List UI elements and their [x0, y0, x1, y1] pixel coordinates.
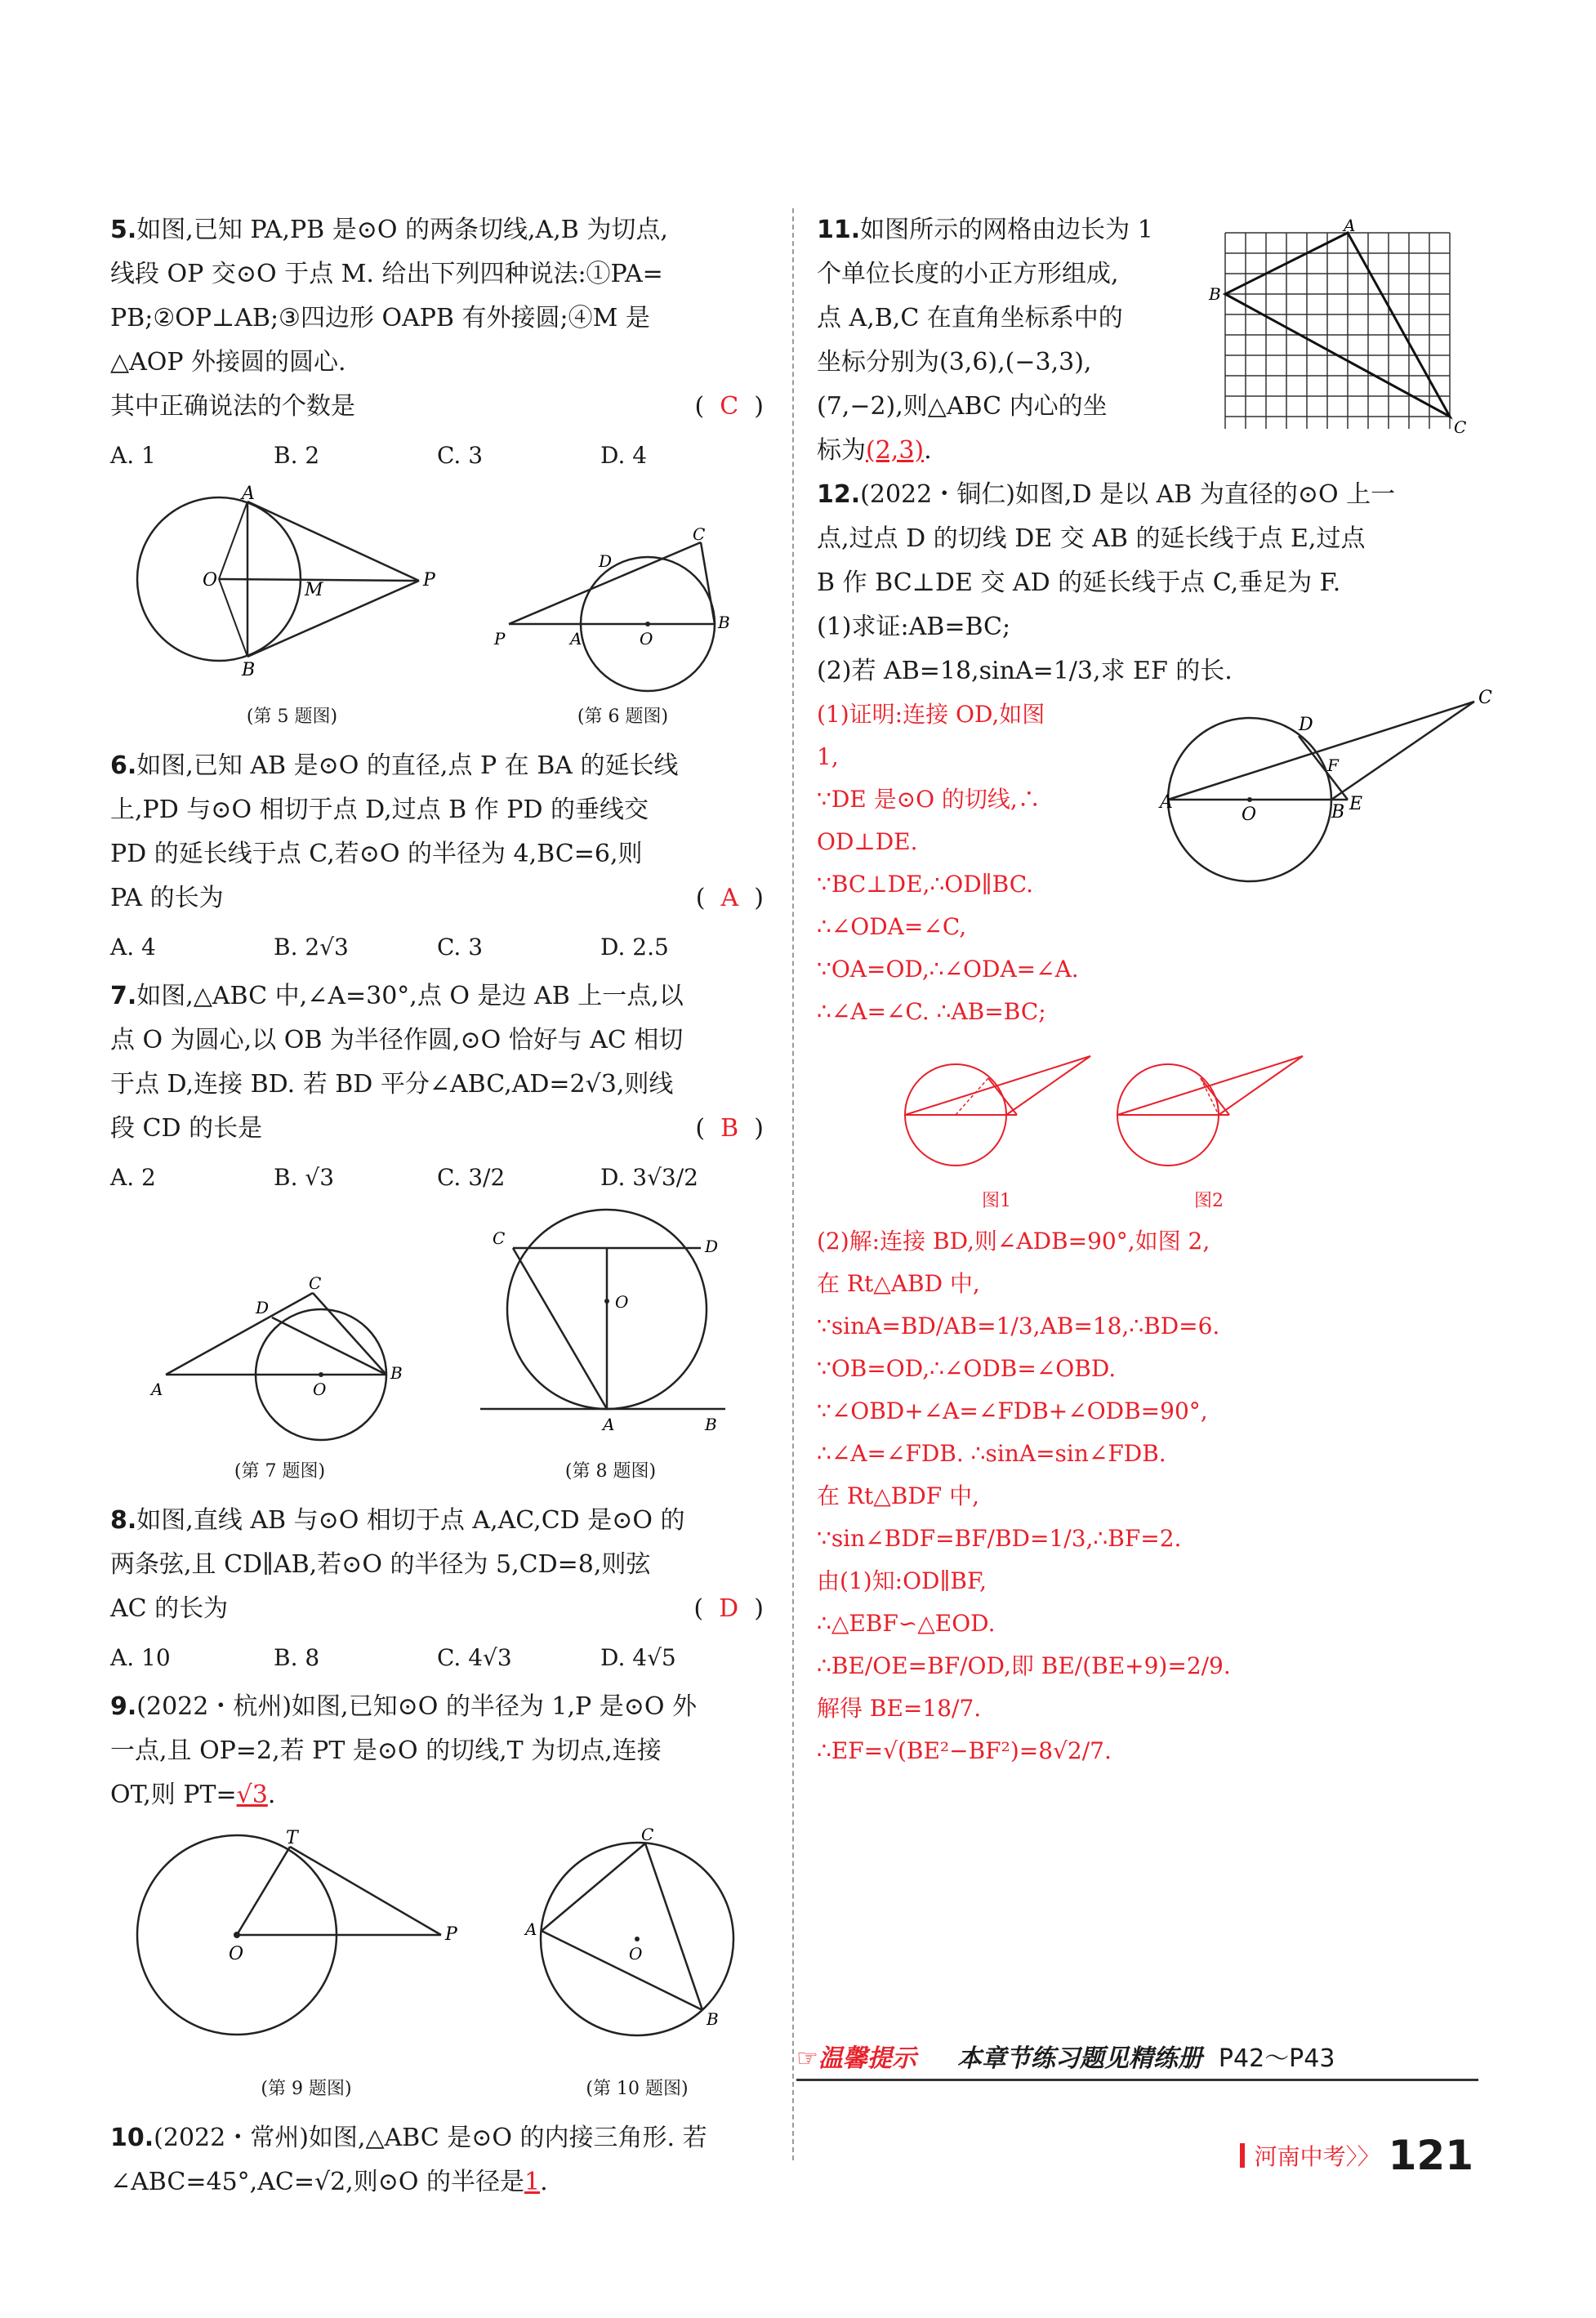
- option-d: D. 3√3/2: [600, 1164, 698, 1191]
- question-7: 7.如图,△ABC 中,∠A=30°,点 O 是边 AB 上一点,以 点 O 为圆心,以 OB 为半径作圆,⊙O 恰好与 AC 相切 于点 D,连接 BD. 若 BD 平分∠ABC,AD=2√3,则线 段 CD 的长是 ( B ) A. 2 B. √3 C. 3/2 D. 3√3/2 C D A O B (第 7 题图) C D O A B (第 8 题图): [110, 974, 772, 1494]
- option-c: C. 3/2: [437, 1164, 506, 1191]
- option-a: A. 4: [110, 934, 156, 961]
- svg-text:C: C: [492, 1228, 505, 1248]
- question-11: 11.如图所示的网格由边长为 1 个单位长度的小正方形组成, 点 A,B,C 在直角坐标系中的 坐标分别为(3,6),(−3,3), (7,−2),则△ABC 内心的坐 标为(2,3). A B C: [817, 208, 1487, 473]
- solution-line: ∴∠ODA=∠C,: [817, 913, 967, 940]
- figure-caption: (第 8 题图): [564, 1461, 657, 1482]
- question-text: PD 的延长线于点 C,若⊙O 的半径为 4,BC=6,则: [110, 840, 643, 868]
- svg-text:F: F: [1327, 756, 1339, 775]
- svg-text:P: P: [422, 570, 435, 591]
- question-6: 6.如图,已知 AB 是⊙O 的直径,点 P 在 BA 的延长线 上,PD 与⊙O 相切于点 D,过点 B 作 PD 的垂线交 PD 的延长线于点 C,若⊙O 的半径为 4,BC=6,则 PA 的长为 ( A ) A. 4 B. 2√3 C. 3 D. 2.5: [110, 744, 772, 970]
- option-c: C. 4√3: [437, 1644, 512, 1671]
- question-text: 如图,已知 PA,PB 是⊙O 的两条切线,A,B 为切点,: [136, 216, 668, 244]
- svg-text:O: O: [629, 1944, 643, 1964]
- svg-text:O: O: [312, 1380, 326, 1399]
- solution-line: (2)解:连接 BD,则∠ADB=90°,如图 2,: [817, 1228, 1210, 1255]
- svg-text:O: O: [614, 1292, 628, 1312]
- option-b: B. 8: [274, 1644, 320, 1671]
- figure-1: [898, 1050, 1094, 1212]
- svg-text:O: O: [1242, 805, 1257, 825]
- solution-line: 解得 BE=18/7.: [817, 1695, 982, 1722]
- solution-line: ∵BC⊥DE,∴OD∥BC.: [817, 871, 1034, 898]
- options: [110, 1156, 772, 1200]
- solution-line: ∵∠OBD+∠A=∠FDB+∠ODB=90°,: [817, 1397, 1208, 1424]
- solution-line: OD⊥DE.: [817, 828, 918, 855]
- solution-line: ∵OB=OD,∴∠ODB=∠OBD.: [817, 1355, 1117, 1382]
- question-number: 9.: [110, 1692, 137, 1721]
- svg-text:A: A: [241, 484, 255, 504]
- solution-line: ∴BE/OE=BF/OD,即 BE/(BE+9)=2/9.: [817, 1652, 1231, 1679]
- question-prompt: 段 CD 的长是: [110, 1114, 263, 1143]
- svg-text:O: O: [202, 570, 217, 591]
- svg-text:A: A: [1344, 216, 1356, 235]
- question-text: 点,过点 D 的切线 DE 交 AB 的延长线于点 E,过点: [817, 524, 1366, 553]
- question-8: 8.如图,直线 AB 与⊙O 相切于点 A,AC,CD 是⊙O 的 两条弦,且 CD∥AB,若⊙O 的半径为 5,CD=8,则弦 AC 的长为 ( D ) A. 10 B. 8 C. 4√3 D. 4√5: [110, 1499, 772, 1680]
- solution-line: ∴△EBF∽△EOD.: [817, 1610, 996, 1637]
- svg-text:A: A: [525, 1919, 537, 1939]
- question-text: 两条弦,且 CD∥AB,若⊙O 的半径为 5,CD=8,则弦: [110, 1550, 651, 1579]
- figure-q6: [493, 524, 754, 739]
- figure-q9: [131, 1829, 482, 2111]
- figure-q12-sub: [890, 1050, 1315, 1212]
- option-d: D. 2.5: [600, 934, 669, 961]
- svg-text:E: E: [1349, 794, 1363, 814]
- footer-accent: [1240, 2143, 1245, 2168]
- question-text: (2022・常州)如图,△ABC 是⊙O 的内接三角形. 若: [154, 2124, 707, 2152]
- svg-text:D: D: [598, 551, 612, 571]
- question-text: 个单位长度的小正方形组成,: [817, 260, 1119, 288]
- question-number: 7.: [110, 982, 137, 1010]
- svg-text:B: B: [241, 660, 255, 680]
- question-text: 线段 OP 交⊙O 于点 M. 给出下列四种说法:①PA=: [110, 260, 663, 288]
- solution-line: ∴∠A=∠C. ∴AB=BC;: [817, 998, 1046, 1025]
- column-divider: [792, 208, 794, 2160]
- question-number: 8.: [110, 1506, 137, 1535]
- solution-line: 在 Rt△BDF 中,: [817, 1482, 980, 1509]
- svg-text:B: B: [1331, 802, 1345, 822]
- solution-line: ∴EF=√(BE²−BF²)=8√2/7.: [817, 1737, 1112, 1764]
- svg-text:A: A: [569, 629, 582, 649]
- option-a: A. 10: [110, 1644, 171, 1671]
- solution-line: ∵DE 是⊙O 的切线,∴: [817, 786, 1041, 813]
- solution-line: 由(1)知:OD∥BF,: [817, 1567, 987, 1594]
- figure-q7: [141, 1273, 419, 1494]
- question-10: 10.(2022・常州)如图,△ABC 是⊙O 的内接三角形. 若 ∠ABC=45°,AC=√2,则⊙O 的半径是1.: [110, 2124, 707, 2196]
- question-12: [817, 473, 1487, 693]
- question-text: 一点,且 OP=2,若 PT 是⊙O 的切线,T 为切点,连接: [110, 1736, 662, 1765]
- question-text: 标为: [817, 436, 866, 465]
- question-text: 点 O 为圆心,以 OB 为半径作圆,⊙O 恰好与 AC 相切: [110, 1026, 684, 1054]
- tip-label: ☞温馨提示: [796, 2044, 916, 2073]
- question-text: PB;②OP⊥AB;③四边形 OAPB 有外接圆;④M 是: [110, 304, 650, 332]
- question-5: 5.如图,已知 PA,PB 是⊙O 的两条切线,A,B 为切点, 线段 OP 交⊙O 于点 M. 给出下列四种说法:①PA= PB;②OP⊥AB;③四边形 OAPB 有外接圆;④M 是 △AOP 外接圆的圆心. 其中正确说法的个数是 ( C ) A. 1 B. 2 C. 3 D. 4 A B O M P (第 5 题图) C D P A O B (第 6 题图): [110, 208, 772, 739]
- solution-line: ∵sinA=BD/AB=1/3,AB=18,∴BD=6.: [817, 1313, 1220, 1340]
- question-text: 于点 D,连接 BD. 若 BD 平分∠ABC,AD=2√3,则线: [110, 1070, 674, 1099]
- page-number: 121: [1388, 2132, 1473, 2179]
- svg-text:C: C: [1454, 417, 1467, 437]
- right-column: [817, 208, 1492, 1772]
- answer-choice: D: [719, 1594, 739, 1623]
- question-number: 11.: [817, 216, 861, 244]
- solution-line: (1)证明:连接 OD,如图: [817, 701, 1045, 728]
- svg-text:A: A: [1160, 792, 1173, 813]
- question-text: 如图,△ABC 中,∠A=30°,点 O 是边 AB 上一点,以: [136, 982, 684, 1010]
- answer-choice: C: [720, 392, 739, 421]
- question-text: (2022・杭州)如图,已知⊙O 的半径为 1,P 是⊙O 外: [136, 1692, 697, 1721]
- svg-text:D: D: [1299, 715, 1313, 735]
- figure-label: 图1: [982, 1191, 1011, 1211]
- question-text: △AOP 外接圆的圆心.: [110, 348, 346, 377]
- option-d: D. 4: [600, 442, 648, 469]
- question-text: (1)求证:AB=BC;: [817, 613, 1011, 641]
- figure-q10: [523, 1825, 751, 2111]
- svg-text:B: B: [1209, 284, 1221, 304]
- figure-caption: (第 5 题图): [246, 707, 338, 727]
- svg-text:C: C: [308, 1273, 321, 1293]
- answer-choice: B: [720, 1114, 739, 1143]
- option-c: C. 3: [437, 442, 484, 469]
- solution-part1: [817, 688, 1492, 1033]
- footer-brand: 河南中考〉〉: [1254, 2143, 1380, 2170]
- tip-pages: P42～P43: [1218, 2044, 1335, 2073]
- svg-text:C: C: [1478, 688, 1492, 708]
- svg-text:C: C: [692, 524, 705, 544]
- svg-text:D: D: [704, 1237, 718, 1256]
- svg-text:P: P: [445, 1924, 457, 1945]
- question-text: B 作 BC⊥DE 交 AD 的延长线于点 C,垂足为 F.: [817, 568, 1341, 597]
- question-text: 上,PD 与⊙O 相切于点 D,过点 B 作 PD 的垂线交: [110, 796, 649, 824]
- option-b: B. √3: [274, 1164, 335, 1191]
- solution-line: ∵OA=OD,∴∠ODA=∠A.: [817, 956, 1079, 983]
- figure-caption: (第 9 题图): [261, 2079, 352, 2099]
- tip-bar: [796, 2038, 1478, 2081]
- question-9: 9.(2022・杭州)如图,已知⊙O 的半径为 1,P 是⊙O 外 一点,且 OP=2,若 PT 是⊙O 的切线,T 为切点,连接 OT,则 PT=√3. O T P (第 9 题图) C A O B (第 10 题图): [110, 1685, 772, 2111]
- solution-line: 在 Rt△ABD 中,: [817, 1270, 980, 1297]
- options: [110, 434, 772, 478]
- option-b: B. 2√3: [274, 934, 349, 961]
- figure-q12-main: [1160, 688, 1492, 909]
- svg-text:C: C: [641, 1825, 654, 1844]
- svg-text:P: P: [493, 629, 505, 649]
- question-prompt: PA 的长为: [110, 884, 224, 912]
- left-column: [110, 208, 772, 2204]
- svg-text:B: B: [717, 613, 730, 632]
- question-text: 如图所示的网格由边长为 1: [860, 216, 1153, 244]
- svg-text:B: B: [704, 1415, 717, 1434]
- question-number: 10.: [110, 2124, 154, 2152]
- figure-q5: [129, 484, 456, 739]
- options: [110, 1636, 772, 1680]
- svg-text:O: O: [639, 629, 653, 649]
- answer-fill: 1: [524, 2168, 541, 2196]
- option-a: A. 2: [110, 1164, 156, 1191]
- option-d: D. 4√5: [600, 1644, 676, 1671]
- option-b: B. 2: [274, 442, 320, 469]
- svg-text:B: B: [707, 2009, 719, 2029]
- solution-part2: [817, 1220, 1487, 1772]
- question-text: OT,则 PT=: [110, 1781, 237, 1809]
- svg-text:D: D: [255, 1298, 269, 1317]
- figure-2: [1111, 1050, 1307, 1212]
- question-number: 5.: [110, 216, 137, 244]
- figure-caption: (第 7 题图): [234, 1461, 326, 1482]
- option-c: C. 3: [437, 934, 484, 961]
- figure-caption: (第 10 题图): [586, 2079, 689, 2099]
- question-number: 6.: [110, 751, 137, 780]
- question-prompt: AC 的长为: [110, 1594, 229, 1623]
- answer-fill: (2,3): [866, 436, 925, 465]
- options: [110, 925, 772, 970]
- question-text: 点 A,B,C 在直角坐标系中的: [817, 304, 1123, 332]
- question-number: 12.: [817, 480, 861, 509]
- answer-fill: √3: [236, 1781, 268, 1809]
- question-text: 如图,已知 AB 是⊙O 的直径,点 P 在 BA 的延长线: [136, 751, 679, 780]
- question-text: (2022・铜仁)如图,D 是以 AB 为直径的⊙O 上一: [860, 480, 1396, 509]
- svg-text:M: M: [304, 580, 323, 600]
- tip-text: 本章节练习题见精练册: [956, 2044, 1202, 2073]
- figure-label: 图2: [1194, 1191, 1224, 1211]
- figure-caption: (第 6 题图): [577, 707, 669, 727]
- page-footer: [1240, 2132, 1473, 2179]
- question-prompt: 其中正确说法的个数是: [110, 392, 355, 421]
- question-text: (2)若 AB=18,sinA=1/3,求 EF 的长.: [817, 657, 1233, 685]
- solution-line: ∵sin∠BDF=BF/BD=1/3,∴BF=2.: [817, 1525, 1182, 1552]
- question-text: ∠ABC=45°,AC=√2,则⊙O 的半径是: [110, 2168, 524, 2196]
- figure-q11-grid: [1209, 216, 1478, 460]
- figure-q8: [480, 1211, 742, 1494]
- svg-text:A: A: [602, 1415, 614, 1434]
- svg-text:T: T: [286, 1828, 298, 1848]
- answer-choice: A: [720, 884, 739, 912]
- svg-text:A: A: [150, 1380, 163, 1399]
- question-text: (7,−2),则△ABC 内心的坐: [817, 392, 1108, 421]
- svg-text:O: O: [229, 1944, 244, 1964]
- solution-line: ∴∠A=∠FDB. ∴sinA=sin∠FDB.: [817, 1440, 1166, 1467]
- solution-line: 1,: [817, 743, 839, 770]
- option-a: A. 1: [110, 442, 156, 469]
- svg-text:B: B: [390, 1363, 403, 1383]
- question-text: 坐标分别为(3,6),(−3,3),: [817, 348, 1092, 377]
- question-text: 如图,直线 AB 与⊙O 相切于点 A,AC,CD 是⊙O 的: [136, 1506, 685, 1535]
